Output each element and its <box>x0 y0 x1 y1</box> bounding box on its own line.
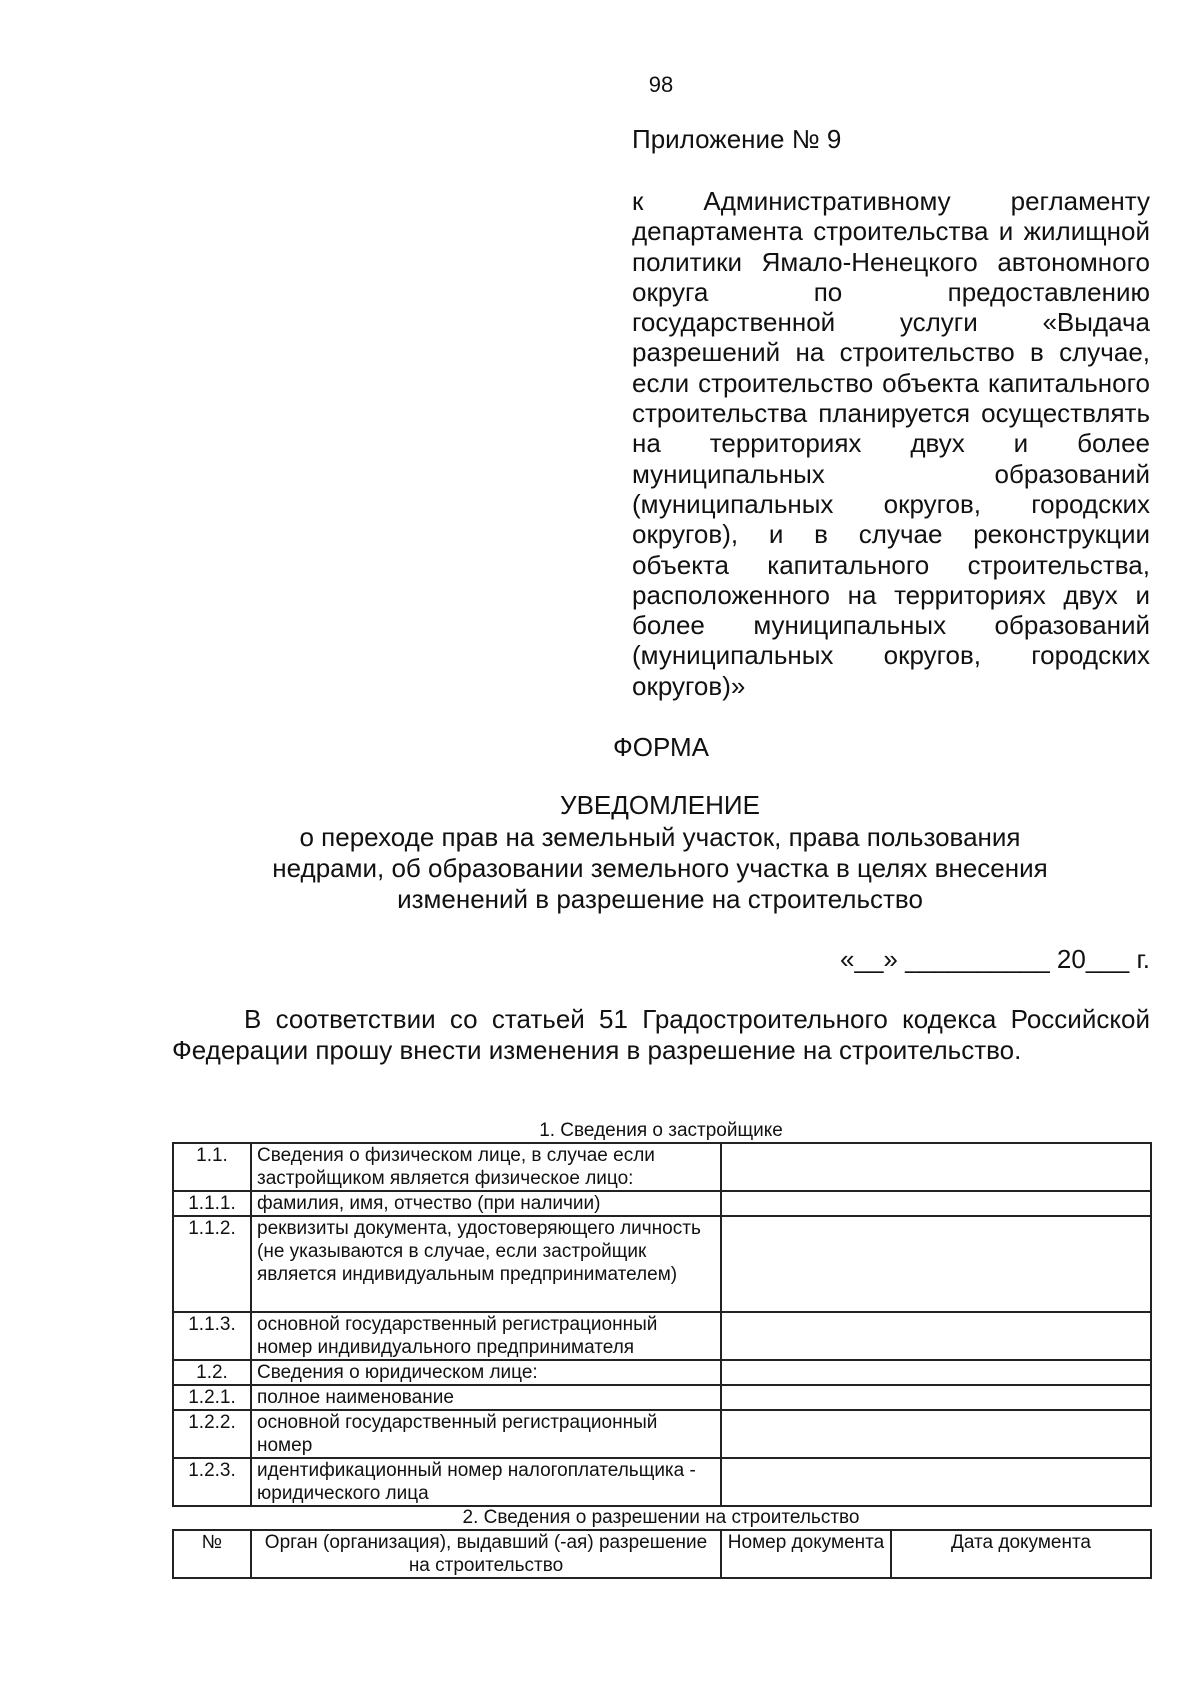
row-value-field[interactable] <box>721 1191 1151 1216</box>
row-description: полное наименование <box>251 1385 721 1410</box>
notice-subtitle-line-1: о переходе прав на земельный участок, права пользования <box>299 822 1021 852</box>
table-row <box>173 1216 1151 1312</box>
row-value-field[interactable] <box>721 1360 1151 1385</box>
row-description: идентификационный номер налогоплательщика - юридического лица <box>251 1458 721 1506</box>
table-row <box>173 1191 1151 1216</box>
table-row <box>173 1458 1151 1506</box>
section-2-caption: 2. Сведения о разрешении на строительство <box>462 1507 860 1528</box>
table-row <box>173 1410 1151 1458</box>
header-document-date: Дата документа <box>891 1530 1151 1578</box>
row-number: 1.2.3. <box>173 1458 251 1506</box>
notice-title: УВЕДОМЛЕНИЕ <box>560 790 760 820</box>
row-description: фамилия, имя, отчество (при наличии) <box>251 1191 721 1216</box>
row-value-field[interactable] <box>721 1143 1151 1191</box>
notice-subtitle <box>200 822 1120 915</box>
row-description: основной государственный регистрационный номер индивидуального предпринимателя <box>251 1312 721 1360</box>
row-number: 1.2.2. <box>173 1410 251 1458</box>
table-row <box>173 1143 1151 1191</box>
row-number: 1.1.1. <box>173 1191 251 1216</box>
header-number: № <box>173 1530 251 1578</box>
row-value-field[interactable] <box>721 1312 1151 1360</box>
row-description: Сведения о физическом лице, в случае если застройщиком является физическое лицо: <box>251 1143 721 1191</box>
page-number: 98 <box>648 72 674 97</box>
row-number: 1.1.2. <box>173 1216 251 1312</box>
row-description: Сведения о юридическом лице: <box>251 1360 721 1385</box>
row-number: 1.2. <box>173 1360 251 1385</box>
header-authority: Орган (организация), выдавший (-ая) разрешение на строительство <box>251 1530 721 1578</box>
row-value-field[interactable] <box>721 1458 1151 1506</box>
header-document-number: Номер документа <box>721 1530 891 1578</box>
section-1-caption: 1. Сведения о застройщике <box>539 1120 783 1141</box>
row-value-field[interactable] <box>721 1410 1151 1458</box>
row-description: основной государственный регистрационный номер <box>251 1410 721 1458</box>
table-header-row <box>173 1530 1151 1578</box>
notice-subtitle-line-3: изменений в разрешение на строительство <box>397 884 923 914</box>
row-number: 1.1.3. <box>173 1312 251 1360</box>
row-number: 1.1. <box>173 1143 251 1191</box>
permit-info-table <box>172 1529 1152 1579</box>
form-label: ФОРМА <box>612 732 710 762</box>
table-row <box>173 1385 1151 1410</box>
appendix-title: Приложение № 9 <box>632 124 842 154</box>
row-number: 1.2.1. <box>173 1385 251 1410</box>
table-row <box>173 1360 1151 1385</box>
row-description: реквизиты документа, удостоверяющего личность (не указываются в случае, если застройщик является индивидуальным предпринимателем) <box>251 1216 721 1312</box>
appendix-text: к Административному регламенту департамента строительства и жилищной политики Ямало-Ненецкого автономного округа по предоставлению государственной услуги «Выдача разрешений на строительство в случае, если строительство объекта капитального строительства планируется осуществлять на территориях двух и более муниципальных образований (муниципальных округов, городских округов), и в случае реконструкции объекта капитального строительства, расположенного на территориях двух и более муниципальных образований (муниципальных округов, городских округов)» <box>632 186 1150 701</box>
row-value-field[interactable] <box>721 1216 1151 1312</box>
builder-info-table <box>172 1142 1152 1507</box>
row-value-field[interactable] <box>721 1385 1151 1410</box>
table-row <box>173 1312 1151 1360</box>
notice-subtitle-line-2: недрами, об образовании земельного участка в целях внесения <box>272 853 1048 883</box>
date-line: «__» __________ 20___ г. <box>840 944 1150 974</box>
intro-paragraph: В соответствии со статьей 51 Градостроительного кодекса Российской Федерации прошу внести изменения в разрешение на строительство. <box>172 1004 1150 1065</box>
